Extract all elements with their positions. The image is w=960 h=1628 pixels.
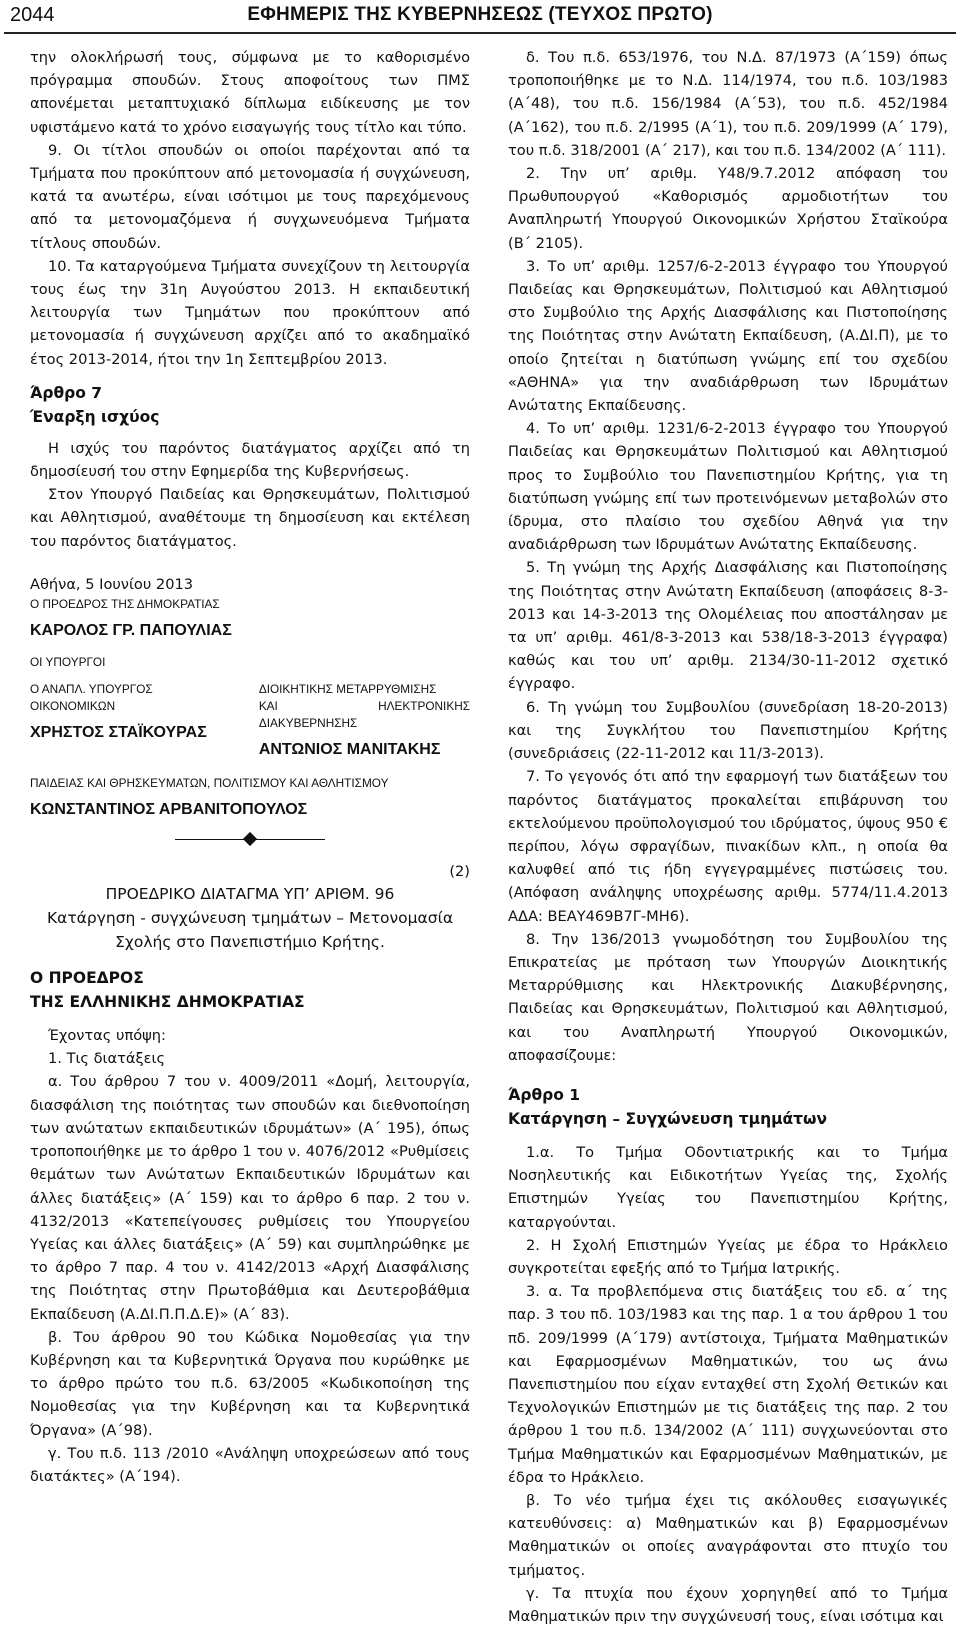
article-7-subtitle: Έναρξη ισχύος: [30, 407, 160, 426]
provision-c: γ. Του π.δ. 113 /2010 «Ανάληψη υποχρεώσεων από τους διατάκτες» (Α΄194).: [30, 1444, 470, 1485]
decree-title: ΠΡΟΕΔΡΙΚΟ ΔΙΑΤΑΓΜΑ ΥΠ’ ΑΡΙΘΜ. 96: [105, 884, 395, 903]
right-column: [508, 46, 948, 1628]
recital-2: 2. Την υπ’ αριθμ. Υ48/9.7.2012 απόφαση του Πρωθυπουργού «Καθορισμός αρμοδιοτήτων του Αναπληρωτή Υπουργού Οικονομικών Χρήστου Σταϊκούρα (Β΄ 2105).: [508, 165, 948, 252]
president-heading-2: ΤΗΣ ΕΛΛΗΝΙΚΗΣ ΔΗΜΟΚΡΑΤΙΑΣ: [30, 993, 305, 1012]
ministers-label: ΟΙ ΥΠΟΥΡΓΟΙ: [30, 655, 106, 670]
minister-admin-role-a: ΔΙΟΙΚΗΤΙΚΗΣ ΜΕΤΑΡΡΥΘΜΙΣΗΣ: [258, 682, 437, 697]
provision-1: 1. Τις διατάξεις: [48, 1050, 166, 1068]
recital-5: 5. Τη γνώμη της Αρχής Διασφάλισης και Πιστοποίησης της Ποιότητας στην Ανώτατη Εκπαίδευση (αποφάσεις 8-3-2013 και 14-3-2013 της Ολομέλειας που αποστάλησαν με τα υπ’ αριθμ. 461/8-3-2013 και 538/18-3-2013 έγγραφα) καθώς και του υπ’ αριθμ. 2134/30-11-2012 σχετικό έγγραφο.: [508, 559, 948, 693]
minister-finance-role-a: Ο ΑΝΑΠΛ. ΥΠΟΥΡΓΟΣ: [30, 682, 153, 697]
president-heading-1: Ο ΠΡΟΕΔΡΟΣ: [30, 969, 144, 988]
minister-finance-role-b: ΟΙΚΟΝΟΜΙΚΩΝ: [30, 699, 116, 714]
president-name: ΚΑΡΟΛΟΣ ΓΡ. ΠΑΠΟΥΛΙΑΣ: [30, 622, 232, 640]
section-divider: [175, 832, 325, 848]
recital-3: 3. Το υπ’ αριθμ. 1257/6-2-2013 έγγραφο του Υπουργού Παιδείας και Θρησκευμάτων, Πολιτισμού και Αθλητισμού στο Συμβούλιο της Αρχής Διασφάλισης και Πιστοποίησης της Ποιότητας στην Ανώτατη Εκπαίδευση, (Α.ΔΙ.Π), με το οποίο ζητείται η διατύπωση γνώμης επί του σχεδίου «ΑΘΗΝΑ» για την αναδιάρθρωση των Ιδρυμάτων Ανώτατης Εκπαίδευσης.: [508, 257, 948, 415]
paragraph-9: 9. Οι τίτλοι σπουδών οι οποίοι παρέχονται από τα Τμήματα που προκύπτουν από μετονομασία ή συγχώνευση, κατά τα ανωτέρω, είναι ισότιμοι με τους παρεχόμενους από τα μετονομαζόμενα ή συγχωνευόμενα Τμήματα τίτλους σπουδών.: [30, 141, 470, 252]
article-1-para-3a: 3. α. Τα προβλεπόμενα στις διατάξεις του εδ. α΄ της παρ. 3 του πδ. 103/1983 και της παρ. 1 α του άρθρου 1 του πδ. 209/1999 (Α΄179) αντίστοιχα, Τμήματα Μαθηματικών και Εφαρμοσμένων Μαθηματικών, του ως άνω Πανεπιστημίου που είχαν ενταχθεί στη Σχολή Θετικών και Τεχνολογικών Επιστημών με τις διατάξεις της παρ. 2 του άρθρου 1 του π.δ. 134/2002 (Α΄ 111) συγχωνεύονται στο Τμήμα Μαθηματικών και Εφαρμοσμένων Μαθηματικών, με έδρα το Ηράκλειο.: [508, 1283, 948, 1486]
article-7-paragraph-2: Στον Υπουργό Παιδείας και Θρησκευμάτων, Πολιτισμού και Αθλητισμού, αναθέτουμε τη δημοσίευση και εκτέλεση του παρόντος διατάγματος.: [30, 486, 470, 550]
minister-admin-name: ΑΝΤΩΝΙΟΣ ΜΑΝΙΤΑΚΗΣ: [258, 741, 441, 759]
minister-education-name: ΚΩΝΣΤΑΝΤΙΝΟΣ ΑΡΒΑΝΙΤΟΠΟΥΛΟΣ: [30, 801, 308, 819]
provision-a: α. Του άρθρου 7 του ν. 4009/2011 «Δομή, λειτουργία, διασφάλιση της ποιότητας των σπουδών και διεθνοποίηση των ανώτατων εκπαιδευτικών ιδρυμάτων» (Α΄ 195), όπως τροποποιήθηκε με το άρθρο 1 του ν. 4076/2012 «Ρυθμίσεις θεμάτων των Ανώτατων Εκπαιδευτικών Ιδρυμάτων και άλλες διατάξεις» (Α΄ 159) και το άρθρο 6 παρ. 2 του ν. 4132/2013 «Κατεπείγουσες ρυθμίσεις του Υπουργείου Υγείας και άλλες διατάξεις» (Α΄ 59) και συμπληρώθηκε με το άρθρο 7 παρ. 4 του ν. 4142/2013 «Αρχή Διασφάλισης της Ποιότητας στην Πρωτοβάθμια και Δευτεροβάθμια Εκπαίδευση (Α.ΔΙ.Π.Π.Δ.Ε)» (Α΄ 83).: [30, 1073, 470, 1323]
president-label: Ο ΠΡΟΕΔΡΟΣ ΤΗΣ ΔΗΜΟΚΡΑΤΙΑΣ: [30, 597, 220, 612]
paragraph-continuation: την ολοκλήρωσή τους, σύμφωνα με το καθορισμένο πρόγραμμα σπουδών. Στους αποφοίτους των ΠΜΣ απονέμεται μεταπτυχιακό δίπλωμα ειδίκευσης με τον υφιστάμενο κατά το χρόνο εισαγωγής τους τίτλο και τύπο.: [30, 49, 470, 136]
minister-admin-role-b: ΚΑΙ ΗΛΕΚΤΡΟΝΙΚΗΣ ΔΙΑΚΥΒΕΡΝΗΣΗΣ: [258, 699, 470, 731]
article-1-para-3c: γ. Τα πτυχία που έχουν χορηγηθεί από το Τμήμα Μαθηματικών πριν την συγχώνευσή τους, είναι ισότιμα και: [508, 1584, 948, 1625]
having-in-view: Έχοντας υπόψη:: [48, 1027, 166, 1045]
article-1-title: Άρθρο 1: [508, 1085, 581, 1104]
signing-date: Αθήνα, 5 Ιουνίου 2013: [30, 575, 194, 593]
left-column: [30, 46, 470, 1488]
minister-finance: [30, 681, 241, 761]
provision-b: β. Του άρθρου 90 του Κώδικα Νομοθεσίας για την Κυβέρνηση και τα Κυβερνητικά Όργανα που κυρώθηκε με το άρθρο πρώτο του π.δ. 63/2005 «Κωδικοποίηση της Νομοθεσίας για την Κυβέρνηση και τα Κυβερνητικά Όργανα» (Α΄98).: [30, 1328, 470, 1439]
gazette-title: ΕΦΗΜΕΡΙΣ ΤΗΣ ΚΥΒΕΡΝΗΣΕΩΣ (ΤΕΥΧΟΣ ΠΡΩΤΟ): [247, 4, 713, 25]
recital-8: 8. Την 136/2013 γνωμοδότηση του Συμβουλίου της Επικρατείας με πρόταση των Υπουργών Διοικητικής Μεταρρύθμισης και Ηλεκτρονικής Διακυβέρνησης, Παιδείας και Θρησκευμάτων, Πολιτισμού και Αθλητισμού, και του Αναπληρωτή Υπουργού Οικονομικών, αποφασίζουμε:: [508, 930, 948, 1064]
ministers-signatures: [30, 681, 470, 761]
article-1-para-1a: 1.α. Το Τμήμα Οδοντιατρικής και το Τμήμα Νοσηλευτικής και Ειδικοτήτων Υγείας της, Σχολής Επιστημών Υγείας του Πανεπιστημίου Κρήτης, καταργούνται.: [508, 1143, 948, 1231]
article-7-paragraph-1: Η ισχύς του παρόντος διατάγματος αρχίζει από τη δημοσίευσή του στην Εφημερίδα της Κυβερνήσεως.: [30, 439, 470, 481]
recital-6: 6. Τη γνώμη του Συμβουλίου (συνεδρίαση 18-20-2013) και της Συγκλήτου του Πανεπιστημίου Κρήτης (συνεδριάσεις (22-11-2012 και 11/3-2013).: [508, 698, 948, 763]
minister-finance-name: ΧΡΗΣΤΟΣ ΣΤΑΪΚΟΥΡΑΣ: [30, 724, 207, 742]
article-1-para-3b: β. Το νέο τμήμα έχει τις ακόλουθες εισαγωγικές κατευθύνσεις: α) Μαθηματικών και β) Εφαρμοσμένων Μαθηματικών οι οποίες αναγράφονται στο πτυχίο του τμήματος.: [508, 1491, 948, 1579]
article-1-para-2: 2. Η Σχολή Επιστημών Υγείας με έδρα το Ηράκλειο συγκροτείται εφεξής από το Τμήμα Ιατρικής.: [508, 1236, 948, 1277]
document-number: (2): [449, 862, 470, 880]
diamond-ornament-icon: [243, 832, 257, 846]
minister-education-role: ΠΑΙΔΕΙΑΣ ΚΑΙ ΘΡΗΣΚΕΥΜΑΤΩΝ, ΠΟΛΙΤΙΣΜΟΥ ΚΑΙ ΑΘΛΗΤΙΣΜΟΥ: [30, 776, 389, 791]
article-1-subtitle: Κατάργηση – Συγχώνευση τμημάτων: [508, 1109, 828, 1128]
minister-admin-reform: [259, 681, 470, 761]
provision-d: δ. Του π.δ. 653/1976, του Ν.Δ. 87/1973 (Α΄159) όπως τροποποιήθηκε με το Ν.Δ. 114/1974, του π.δ. 103/1983 (Α΄48), του π.δ. 156/1984 (Α΄53), του π.δ. 452/1984 (Α΄162), του π.δ. 2/1995 (Α΄1), του π.δ. 209/1999 (Α΄ 179), του π.δ. 318/2001 (Α΄ 217), και του π.δ. 134/2002 (Α΄ 111).: [508, 49, 948, 159]
page-header: [0, 0, 960, 32]
article-7-title: Άρθρο 7: [30, 383, 103, 402]
decree-subject: Κατάργηση - συγχώνευση τμημάτων – Μετονομασία Σχολής στο Πανεπιστήμιο Κρήτης.: [46, 909, 454, 952]
recital-4: 4. Το υπ’ αριθμ. 1231/6-2-2013 έγγραφο του Υπουργού Παιδείας και Θρησκευμάτων Πολιτισμού και Αθλητισμού προς το Συμβούλιο του Πανεπιστημίου Κρήτης, για τη διατύπωση γνώμης επί των προτεινόμενων μεταβολών στο ίδρυμα, στο πλαίσιο του σχεδίου Αθηνά για την αναδιάρθρωση των Ιδρυμάτων Ανώτατης Εκπαίδευσης.: [508, 420, 948, 554]
page-number: 2044: [10, 4, 55, 26]
header-rule: [4, 32, 956, 34]
paragraph-10: 10. Τα καταργούμενα Τμήματα συνεχίζουν τη λειτουργία τους έως την 31η Αυγούστου 2013. Η εκπαιδευτική λειτουργία των Τμημάτων που προκύπτουν από μετονομασία ή συγχώνευση αρχίζει από το ακαδημαϊκό έτος 2013-2014, ήτοι την 1η Σεπτεμβρίου 2013.: [30, 257, 470, 368]
recital-7: 7. Το γεγονός ότι από την εφαρμογή των διατάξεων του παρόντος διατάγματος προκαλείται επιβάρυνση του εκτελούμενου προϋπολογισμού του ιδρύματος, ύψους 950 € περίπου, λόγω σφραγίδων, πινακίδων κλπ., η οποία θα καλυφθεί από τις ήδη εγγεγραμμένες πιστώσεις του. (Απόφαση ανάληψης υποχρέωσης αριθμ. 5774/11.4.2013 ΑΔΑ: ΒΕΑΥ469Β7Γ-ΜΗ6).: [508, 768, 948, 925]
